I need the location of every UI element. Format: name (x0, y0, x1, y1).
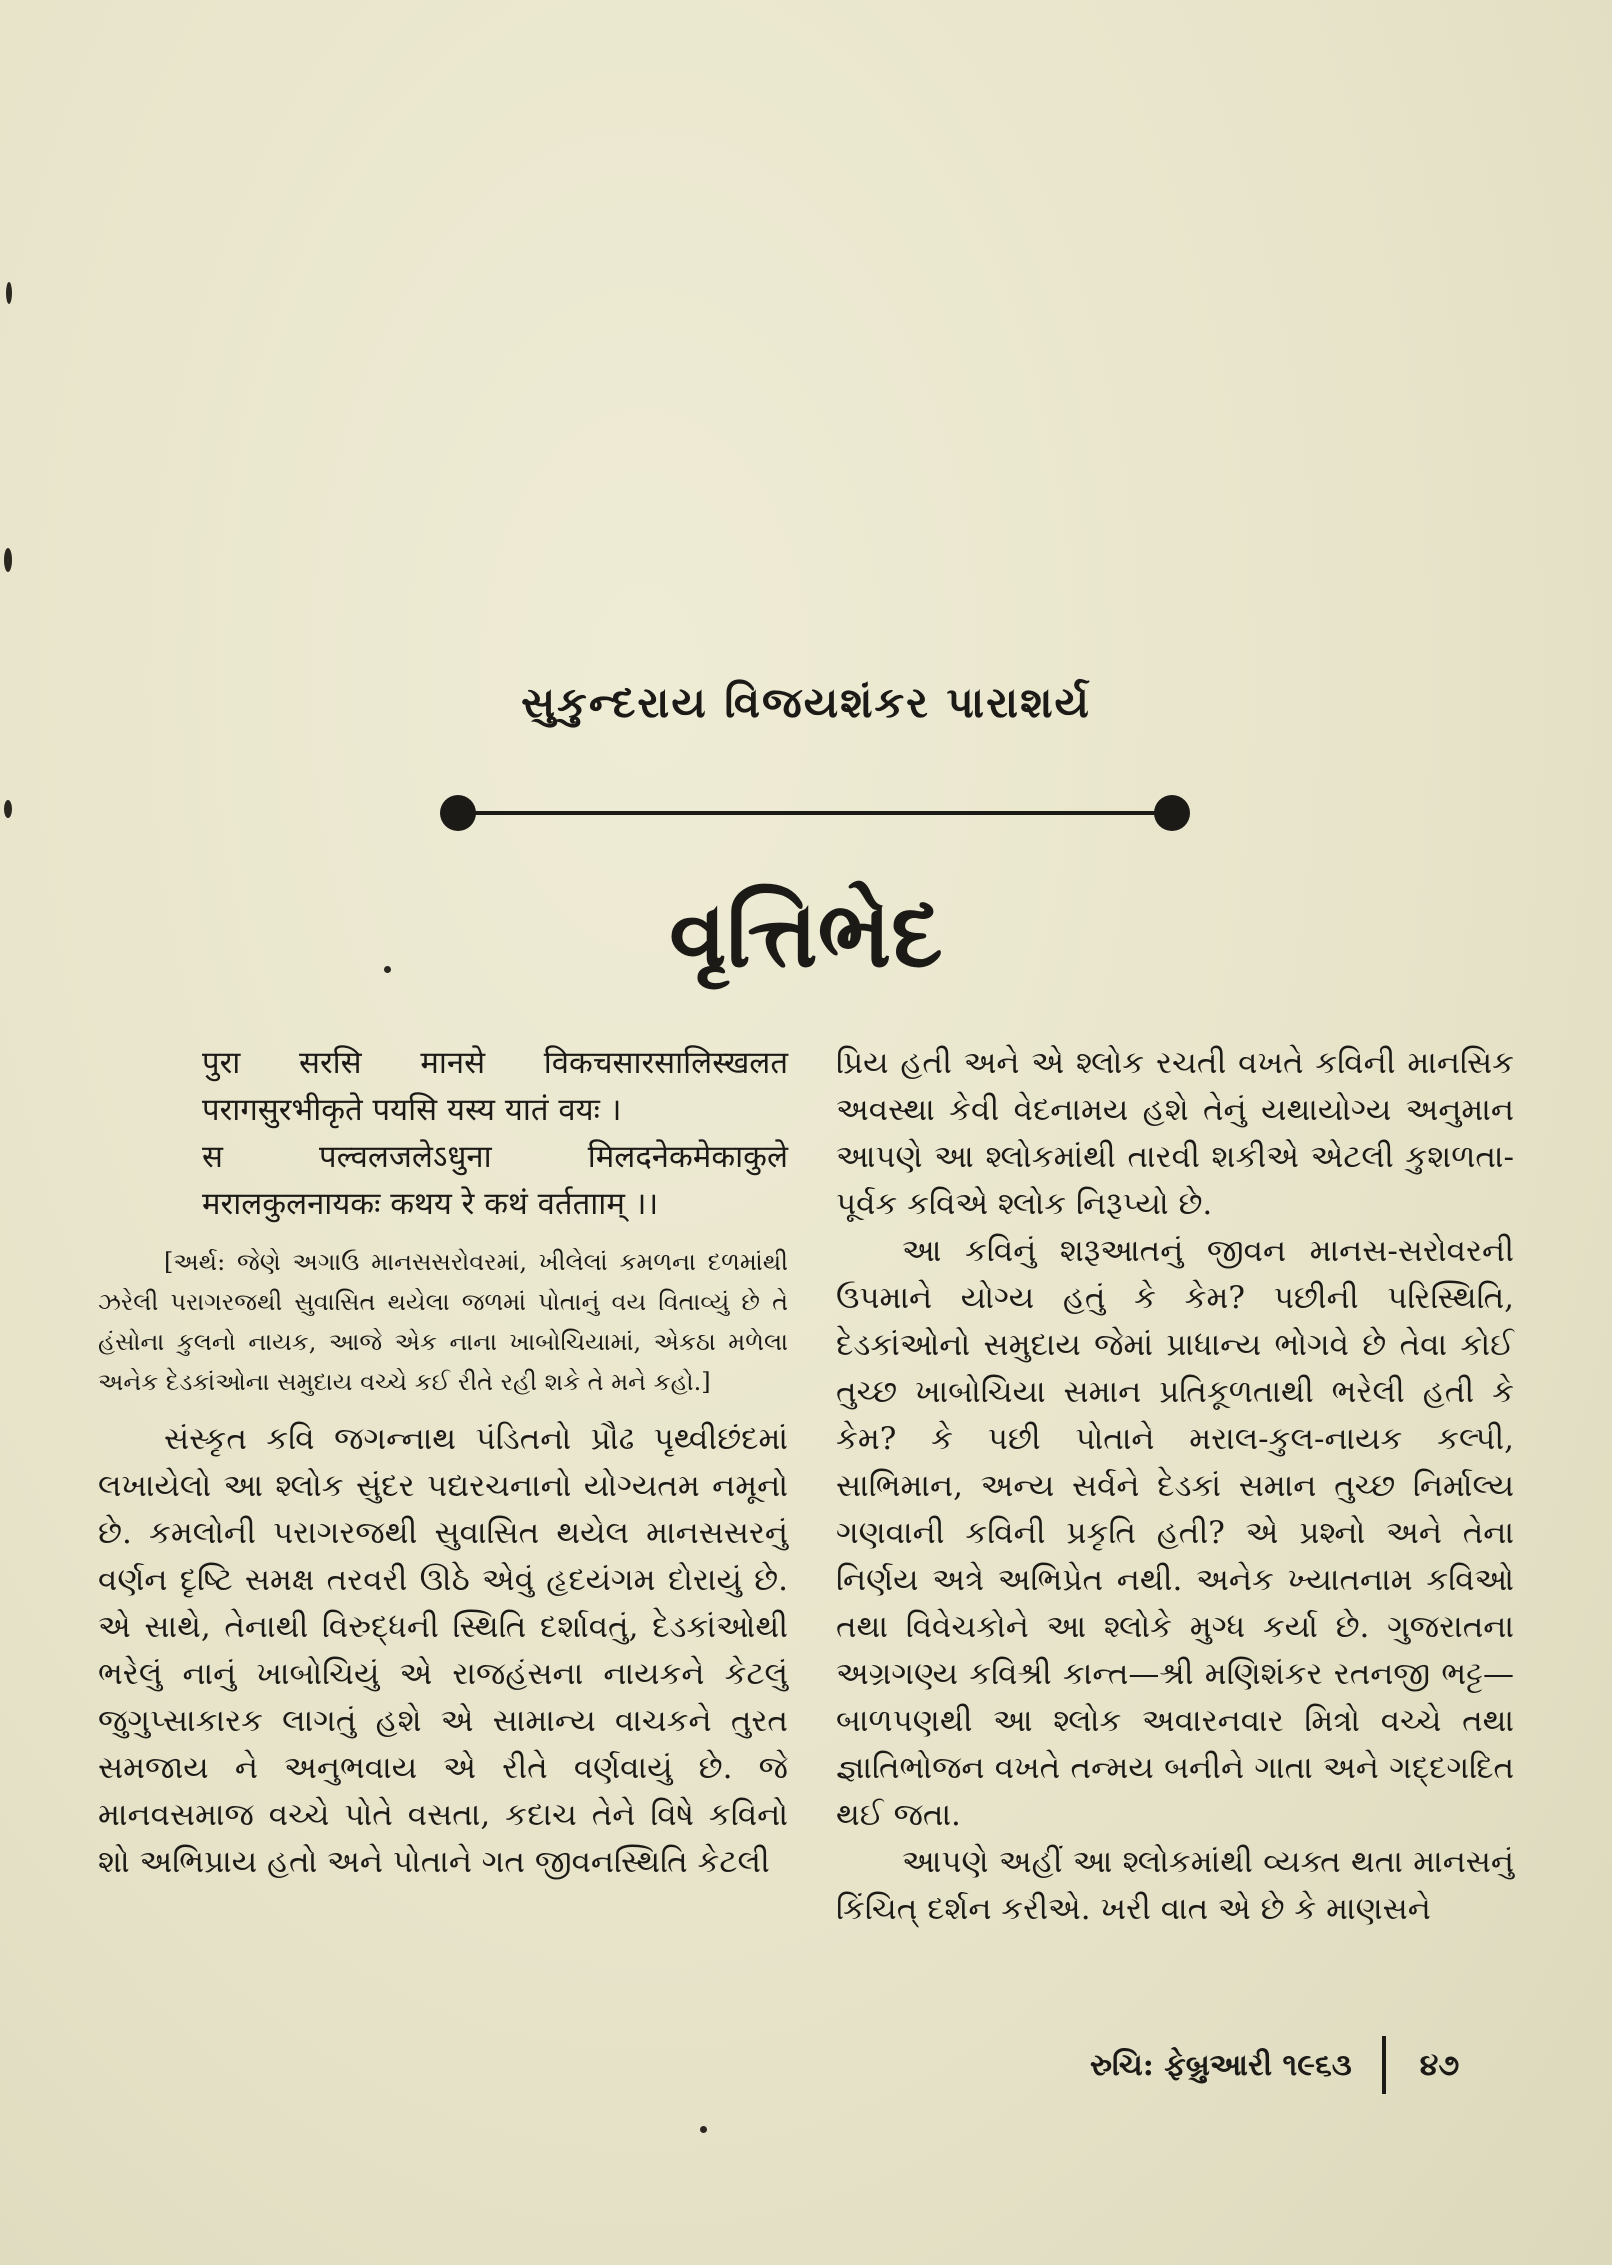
verse-line: परागसुरभीकृते पयसि यस्य यातं वयः । (202, 1092, 622, 1128)
author-name: સુકુન્દરાય વિજયશંકર પારાશર્ય (521, 678, 1091, 727)
page-footer (1090, 2045, 1459, 2085)
right-column (836, 1040, 1514, 1933)
verse-line: स पल्वलजलेऽधुना मिलदनेकमेकाकुले (202, 1139, 788, 1175)
decorative-rule (440, 795, 1190, 831)
verse-line: मरालकुलनायकः कथय रे कथं वर्ततााम् ।। (202, 1186, 659, 1222)
ink-speck (700, 2126, 707, 2133)
edge-speck (4, 800, 12, 818)
rule-dot-right (1154, 795, 1190, 831)
body-paragraph: આ કવિનું શરૂઆતનું જીવન માનસ-સરોવરની ઉપમાને યોગ્ય હતું કે કેમ? પછીની પરિસ્થિતિ, દેડકાંઓનો સમુદાય જેમાં પ્રાધાન્ય ભોગવે છે તેવા કોઈ તુચ્છ ખાબોચિયા સમાન પ્રતિકૂળતાથી ભરેલી હતી કે કેમ? કે પછી પોતાને મરાલ-કુલ-નાયક કલ્પી, સાભિમાન, અન્ય સર્વને દેડકાં સમાન તુચ્છ નિર્માલ્ય ગણવાની કવિની પ્રકૃતિ હતી? એ પ્રશ્નો અને તેના નિર્ણય અત્રે અભિપ્રેત નથી. અનેક ખ્યાતનામ કવિઓ તથા વિવેચકોને આ શ્લોકે મુગ્ધ કર્યા છે. ગુજરાતના અગ્રગણ્ય કવિશ્રી કાન્ત—શ્રી મણિશંકર રતનજી ભટ્ટ—બાળપણથી આ શ્લોક અવારનવાર મિત્રો વચ્ચે તથા જ્ઞાતિભોજન વખતે તન્મય બનીને ગાતા અને ગદ્દગદિત થઈ જતા. (836, 1233, 1514, 1833)
article-title: વૃત્તિભેદ (669, 880, 943, 988)
left-column (98, 1040, 788, 1886)
body-paragraph: આપણે અહીં આ શ્લોકમાંથી વ્યક્ત થતા માનસનું કિંચિત્ દર્શન કરીએ. ખરી વાત એ છે કે માણસને (836, 1844, 1514, 1927)
edge-speck (4, 548, 12, 572)
body-paragraph: સંસ્કૃત કવિ જગન્નાથ પંડિતનો પ્રૌઢ પૃથ્વીછંદમાં લખાયેલો આ શ્લોક સુંદર પદ્યરચનાનો યોગ્યતમ નમૂનો છે. કમલોની પરાગરજથી સુવાસિત થયેલ માનસસરનું વર્ણન દૃષ્ટિ સમક્ષ તરવરી ઊઠે એવું હૃદયંગમ દોરાયું છે. એ સાથે, તેનાથી વિરુદ્ધની સ્થિતિ દર્શાવતું, દેડકાંઓથી ભરેલું નાનું ખાબોચિયું એ રાજહંસના નાયકને કેટલું જુગુપ્સાકારક લાગતું હશે એ સામાન્ય વાચકને તુરત સમજાય ને અનુભવાય એ રીતે વર્ણવાયું છે. જે માનવસમાજ વચ્ચે પોતે વસતા, કદાચ તેને વિષે કવિનો શો અભિપ્રાય હતો અને પોતાને ગત જીવનસ્થિતિ કેટલી (98, 1421, 788, 1880)
body-paragraph: પ્રિય હતી અને એ શ્લોક રચતી વખતે કવિની માનસિક અવસ્થા કેવી વેદનામય હશે તેનું યથાયોગ્ય અનુમાન આપણે આ શ્લોકમાંથી તારવી શકીએ એટલી કુશળતા-પૂર્વક કવિએ શ્લોક નિરૂપ્યો છે. (836, 1045, 1514, 1222)
rule-line (458, 811, 1172, 815)
verse-meaning: [અર્થ: જેણે અગાઉ માનસસરોવરમાં, ખીલેલાં કમળના દળમાંથી ઝરેલી પરાગરજથી સુવાસિત થયેલા જળમાં પોતાનું વય વિતાવ્યું છે તે હંસોના કુલનો નાયક, આજે એક નાના ખાબોચિયામાં, એકઠા મળેલા અનેક દેડકાંઓના સમુદાય વચ્ચે કઈ રીતે રહી શકે તે મને કહો.] (98, 1248, 788, 1396)
issue-label: રુચિ: ફેબ્રુઆરી ૧૯૬૩ (1090, 2047, 1352, 2083)
edge-speck (6, 282, 12, 304)
sanskrit-verse (202, 1040, 788, 1228)
footer-divider (1382, 2036, 1386, 2094)
verse-line: पुरा सरसि मानसे विकचसारसालिस्खलत (202, 1045, 788, 1081)
page-number: ૪૭ (1419, 2047, 1460, 2083)
